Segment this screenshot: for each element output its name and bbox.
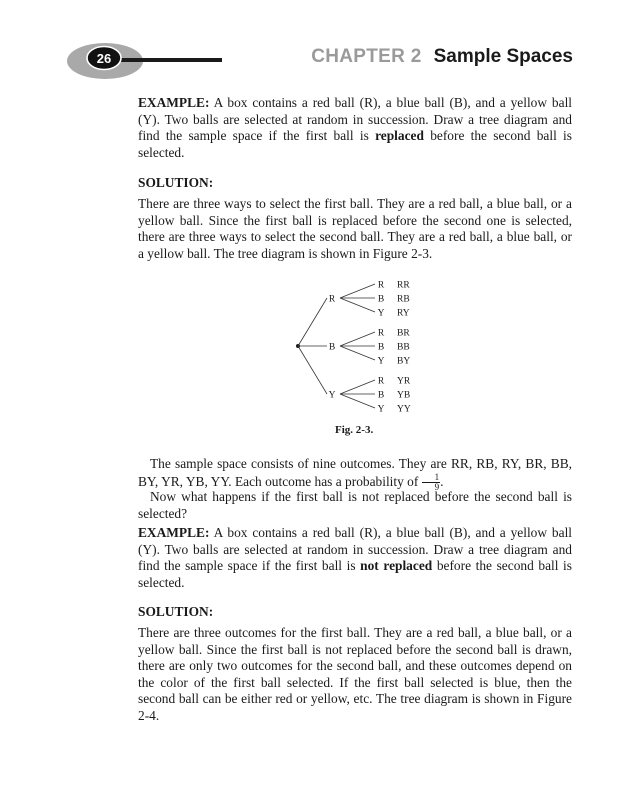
second-branch-label: R [377, 280, 385, 291]
question-paragraph [138, 489, 572, 522]
fraction-numerator: 1 [422, 473, 441, 483]
solution-paragraph: There are three ways to select the first ball. They are a red ball, a blue ball, or a yellow ball. Since the first ball is replaced before the second one is selected, there are three ways to select the second ball. They are a red ball, a blue ball, or a yellow ball. The tree diagram is shown in Figure 2-3. [138, 196, 572, 261]
chapter-title: Sample Spaces [433, 46, 573, 67]
tree-diagram [290, 280, 530, 420]
figure-caption: Fig. 2-3. [335, 424, 374, 436]
second-branch-label: B [377, 390, 385, 401]
second-branch-label: Y [377, 356, 385, 367]
outcome-label: RY [397, 308, 410, 319]
solution-paragraph: There are three outcomes for the first ball. They are a red ball, a blue ball, or a yellow ball. Since the first ball is not replaced before the second ball is drawn, there are only two outcomes for the second ball, and these outcomes depend on the color of the first ball selected. If the first ball selected is blue, then the second ball can be either red or yellow, etc. The tree diagram is shown in Figure 2-4. [138, 625, 572, 723]
outcome-label: YR [397, 376, 411, 387]
outcomes-end: . [440, 473, 444, 489]
example-label: EXAMPLE: [138, 95, 210, 110]
second-branch-label: B [377, 294, 385, 305]
second-branch-line [340, 346, 375, 360]
second-branch-line [340, 298, 375, 312]
solution-1-text [138, 196, 572, 262]
example-text: A box contains a red ball (R), a blue ball (B), and a yellow ball (Y). Two balls are selected at random in succession. Draw a tree diagram and find the sample space if the first ball is [138, 95, 573, 144]
example-text-end: before the second ball is selected. [138, 558, 572, 590]
second-branch-line [340, 394, 375, 408]
outcome-label: RB [397, 294, 410, 305]
tree-lines [296, 284, 375, 408]
outcome-label: YB [397, 390, 411, 401]
solution-1-heading: SOLUTION: [138, 175, 214, 190]
first-branch-line [298, 346, 327, 394]
outcome-label: RR [397, 280, 410, 291]
outcome-label: BB [397, 342, 410, 353]
example-emphasis: replaced [375, 128, 424, 144]
second-branch-label: R [377, 376, 385, 387]
second-branch-label: B [377, 342, 385, 353]
page-header [0, 38, 635, 88]
first-branch-label: R [328, 294, 336, 305]
example-label: EXAMPLE: [138, 525, 210, 540]
second-branch-label: Y [377, 404, 385, 415]
first-branch-line [298, 298, 327, 346]
example-1 [138, 95, 572, 161]
page-number-badge [0, 38, 240, 88]
second-branch-label: Y [377, 308, 385, 319]
outcome-label: YY [397, 404, 411, 415]
chapter-label: CHAPTER 2 [311, 46, 422, 67]
second-branch-line [340, 284, 375, 298]
example-emphasis: not replaced [360, 558, 433, 574]
first-branch-label: Y [328, 390, 336, 401]
first-branch-label: B [328, 342, 336, 353]
fraction-denominator: 9 [434, 481, 440, 492]
outcomes-paragraph [138, 456, 572, 492]
example-text-end: before the second ball is selected. [138, 128, 572, 160]
outcomes-text: The sample space consists of nine outcomes. They are RR, RB, RY, BR, BB, BY, YR, YB, YY. Each outcome has a probability of [138, 456, 572, 489]
solution-2-text [138, 625, 572, 725]
second-branch-line [340, 332, 375, 346]
page-number: 26 [96, 51, 112, 66]
second-branch-line [340, 380, 375, 394]
example-text: A box contains a red ball (R), a blue ball (B), and a yellow ball (Y). Two balls are selected at random in succession. Draw a tree diagram and find the sample space if the first ball is [138, 525, 573, 574]
example-2 [138, 525, 572, 591]
solution-2-heading: SOLUTION: [138, 604, 214, 619]
chapter-heading [311, 46, 573, 68]
outcome-label: BY [397, 356, 411, 367]
outcome-label: BR [397, 328, 410, 339]
second-branch-label: R [377, 328, 385, 339]
question-text: Now what happens if the first ball is not replaced before the second ball is selected? [138, 489, 572, 521]
